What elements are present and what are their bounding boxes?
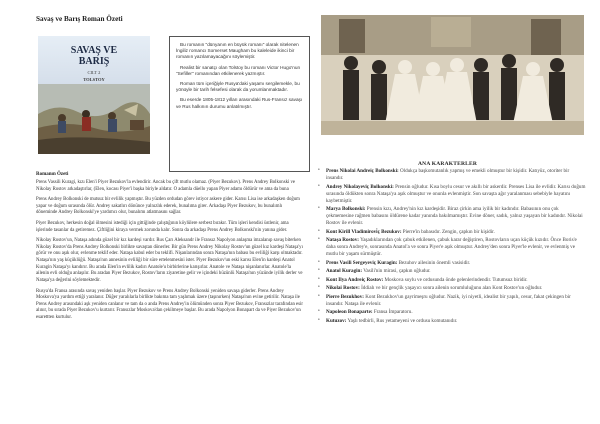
character-name: Kont Ilya Andreiç Rostov: [326, 276, 384, 283]
character-name: Andrey Nikolayeviç Bolkonski: [326, 183, 394, 190]
character-item [318, 318, 586, 325]
character-name: Marya Bolkonski: [326, 206, 366, 213]
cover-volume: CILT 2 [87, 70, 101, 75]
character-description: Fransa İmparatoru. [373, 309, 413, 316]
summary-paragraph-2: Prens Andrey Bolkonski de mutsuz bir evlilik yapmıştır. Bu yüzden ordudan görev istiyor askere gider. Karısı Lisa ise arkadaşken doğum yapar ve doğum sırasında ölür. Andrey sakatlırı dönünce yalnızlık ederek, bunalıma girer. Arkadaşı Piyer Bezukov, bu bunalımlı döneminde Andrey Bolkonski'ye yardımcı olur, bunalımı atlatmasını sağlar. [36, 197, 300, 216]
cast-group-icon [321, 15, 584, 135]
character-description: Yaşadıklarından çok çabuk etkilenen, çabuk karar değiştiren, Rostovların uçan küçük kızıdır. Önce Boris'e daha sonra Andrey'e, sonrasında Anatol'a ve sonra Piyer'e aşık olmuştur. Andrey'den sonra Piyer'le evlenir, ve evlenmiş ve mutlu bir yaşam sürmüştür. [326, 237, 577, 258]
character-item [318, 260, 586, 267]
summary-box-paragraph-4: Bu eserde 1805-1812 yılları arasındaki Rus-Fransız savaşı ve Rus halkının durumu anlatılmıştır. [176, 97, 303, 109]
character-description: Oldukça başkomutanlık yapmış ve emekli olmuştur bir kişidir. Katıyüz, otoriter bir insandır. [326, 168, 570, 182]
summary-paragraph-3: Piyer Bezukov, herkesin doğal ölmesini istediği için gittiğinde çalıştığının köylülere serbest bırakır. Tüm işleri kendisi üstlenir, ama işlerinde tasanlar da getiremez. Çiftliğini kiraya vermek zorunda kalır. Sonra da arkadaşı Prens Andrey Bolkonski'nin yanına gider. [36, 221, 289, 233]
character-item [318, 277, 586, 284]
battle-scene-icon [38, 84, 150, 154]
character-name: Nikolai Rostov: [326, 285, 360, 292]
summary-body [36, 180, 303, 326]
character-description: Moskova soylu ve ordusunda önde gelenlerindendir. Tutumsuz biridir. [384, 276, 528, 283]
character-description: İddialı ve bir gençlik yaşayıcı sonra ailenin sorumluluğunu alan Kont Rostov'un oğludur. [361, 285, 543, 292]
character-name: Pierre Bezukhov: [326, 293, 364, 300]
summary-paragraph-1: Prens Vassili Kuragi, kızı Elen'i Piyer Bezukov'la evlendirir. Ancak bu çift mutlu olamaz. (Piyer Bezukov). Prens Andrey Bolkonski ve Nikolay Rostov arkadaştırlar, (Elen, kocası Piyer'i başka biriyle aldatır. O adamla düello yapan Piyer adamı öldürür ve ama da buna [36, 180, 296, 192]
character-name: Anatol Kuragin: [326, 268, 363, 275]
summary-paragraph-5: Rusya'da Fransa arasında savaş yeniden başlar. Piyer Bezukov ve Prens Andrey Bolkonski yeniden savaşa giderler. Prens Andrey Moskova'ya yardım ettiği yaralanır. Düğer yaralılarla birlikte bakıma tam yaşlımak üzere (taşınırken) Nataşa'nın evine getirilir. Nataşa ile Prens Andrey arasındaki aşk yeniden canlanır ve tam da o anda Prens Andrey'in ölümünden sonra Piyer Bezukov, Fransızlar tarafından esir alınır, bu sırada Piyer Bezukov'u kurtarır. Fransızlar Moskova'dan çekilmeye başlar. Bu arada Napolyon Bonapart da ve Piyer Bezukov'un esarettten kurtulur. [36, 288, 303, 320]
character-item [318, 285, 586, 292]
summary-box-paragraph-2: Realist bir sanatçı olan Tolstoy bu romanı Victor Hugo'nun "Sefiller" romanından etkilenerek yazmıştır. [176, 64, 301, 76]
character-item [318, 206, 586, 227]
summary-text-box [169, 36, 310, 172]
character-item [318, 294, 586, 308]
character-item [318, 237, 586, 258]
character-item [318, 229, 586, 236]
character-description: Kont Bezukhov'un gayrimeşru oğludur. Nazik, iyi niyetli, idealist bir yapılı, cesur, fakat çekingen bir insandır. Nataşa ile evlenir. [326, 293, 571, 307]
character-list [318, 168, 586, 326]
character-description: Pierre'in babasıdır. Zengin, çapkın bir kişidir. [402, 228, 495, 235]
character-name: Nataşa Rostov: [326, 237, 359, 244]
character-description: Yaşlı tedbirli, Rus yetameyeni ve ordusu komutanıdır. [347, 317, 458, 324]
character-name: Kutuzov: [326, 317, 347, 324]
cover-title-line2: BARIŞ [78, 55, 110, 67]
document-title: Savaş ve Barış Roman Özeti [36, 15, 123, 23]
character-item [318, 184, 586, 205]
character-name: Napoleon Bonaparte: [326, 309, 373, 316]
character-item [318, 168, 586, 182]
summary-box-paragraph-1: Bu romanın "dünyanın en büyük romanı" olarak nitelenen İngiliz romancı Somerset Maugham bu kaleleide ikinci bir romanın yazılamayacağını söylemiştir. [176, 42, 299, 60]
character-name: Kont Kirill Vladimirovi̇ç Bezukov: [326, 228, 402, 235]
character-description: Prensin kızı, Andrey'nin kız kardeşidir. Biraz çirkin ama iyilik bir kadındır. Babasının onu çok çekmemesine rağmen babasını öldürene kadar yanında bakılmamıştır. Evine döner, sadık, yalnız yaşayan bir kadındır. Nikolai Rostov ile evlenir. [326, 206, 583, 227]
character-name: Prens Nikolai Andreiç Bolkonski: [326, 168, 399, 174]
character-item [318, 309, 586, 316]
character-description: Vasili'nin mirasi, çapkın oğludur. [363, 268, 431, 275]
summary-box-paragraph-3: Roman tüm içeriğiyle Rusya'daki yaşamı sergilemekle, bu yönüyle bir tarih felsefesi olarak da yorumlanmaktadır. [176, 81, 300, 93]
book-cover-image [38, 36, 150, 154]
summary-heading: Romanın Özeti [36, 172, 69, 177]
character-description: Bezuhov ailesinin önemli vasisidir. [398, 259, 471, 266]
cover-title-line1: SAVAŞ VE [70, 45, 118, 56]
cast-photo [321, 15, 584, 135]
character-description: Prensin oğludur. Kısa boylu cesur ve akıllı bir askerdir. Prenses Lisa ile evlidir. Karısı doğum sırasında öldükten sonra Nataşa'ya aşık olmuştur ve onunla evlenmiştir. Son savaşta ağır yaralanması sebebiyle hayatını kaybetmiştir. [326, 183, 586, 204]
summary-paragraph-4: Nikolay Rostov'un, Nataşa adında güzel bir kız kardeşi vardır. Rus Çarı Aleksandr ile Fransız Napolyon anlaşma imzalanıp savaş biterken Nikolay Rostov'da Prens Andrey Bolkonski birlikte savaştan dönerler. Bir gün Prens Andrey Nikolay Rostov'un güzel kız kardeşi Nataşa'yı görür ve onu aşık olur, evlenme teklif eder. Nataşa kabul eder bu teklifi. Nişanlarından sonra Nataşa'nın babası bu evliliği karşı olmaktadır. Nataşa'nın yaş küçüklüğü. Nataşa'nın annesinin evliliği bir süre ertelenmesini ister. Piyer Bezukov'un eski karısı Elen'in kardeşi Anatol Kuragin Nataşa'yı kandırır. Bu arada Elen'in evlilik kadırı Anatole'u birbirlerine karışırlar. Anatole ve Nataşa nişanlanırlar. Anatole'la ailenin evli olduğu anlaşılır. Bu aradan Piyer Bezukov, Rostov'ların ziyaretine gelir ve içindeki hüzünlü Nataşa'nın yüzünde iyilik derler ve Nataşa'ya değerini söylemektedir. [36, 238, 303, 283]
cast-caption: ANA KARAKTERLER [418, 161, 478, 167]
cover-author: TOLSTOY [83, 77, 105, 82]
character-item [318, 268, 586, 275]
cover-title [44, 46, 144, 67]
character-name: Prens Vasili Sergeyeviç Kuragin: [326, 259, 398, 266]
